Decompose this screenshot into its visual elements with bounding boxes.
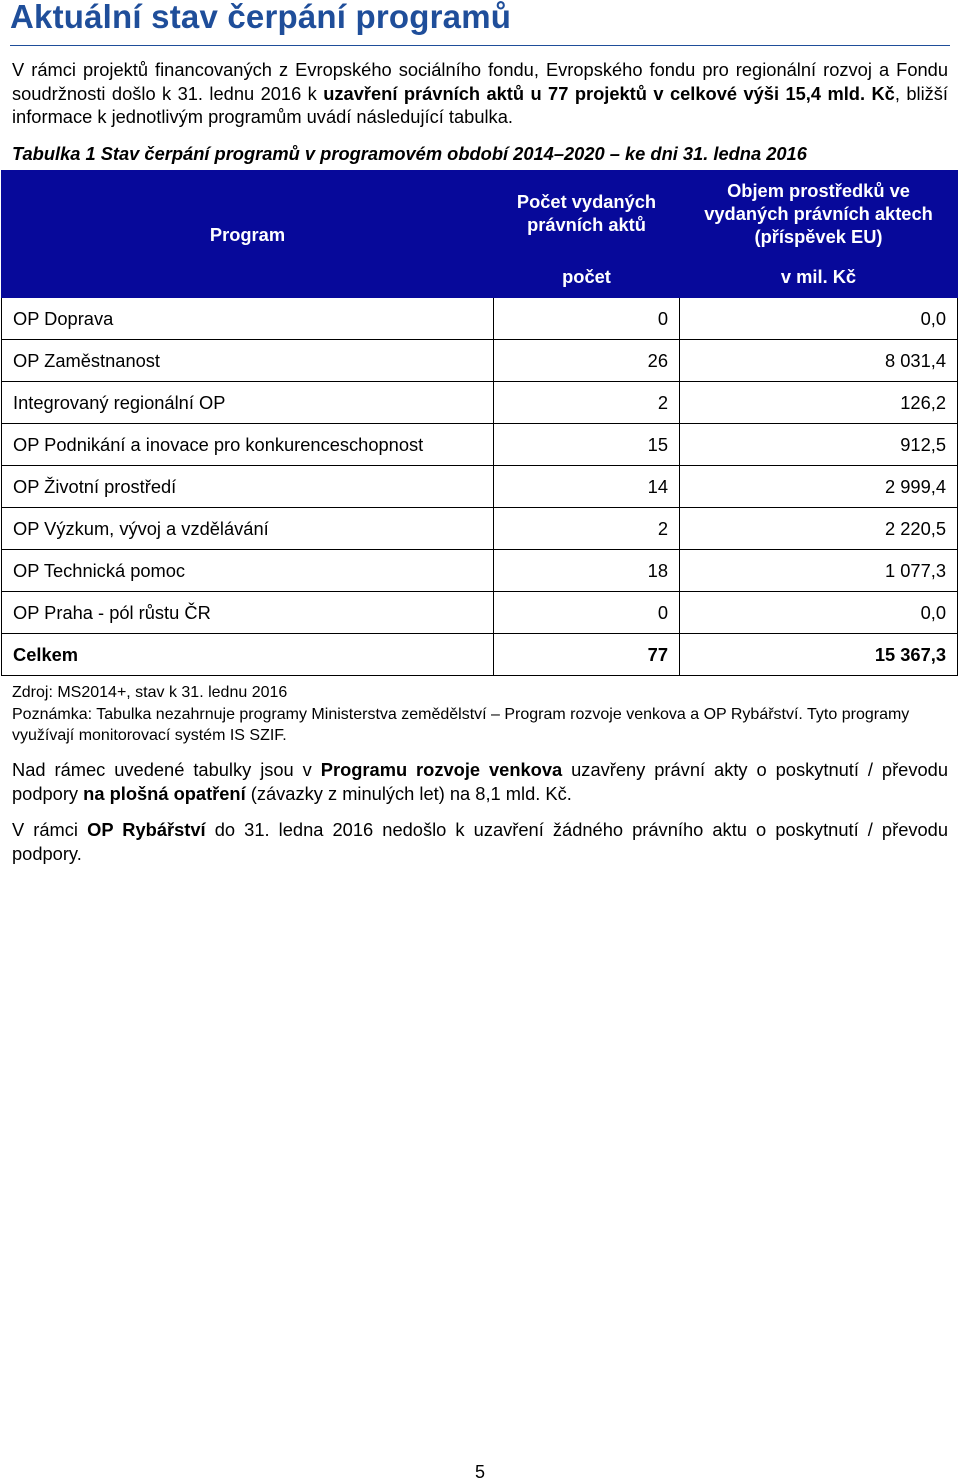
table-row <box>2 382 958 424</box>
rural-program-paragraph <box>12 758 948 805</box>
intro-text-2: , bližší informace k jednotlivým programům uvádí následující tabulka. <box>12 82 948 127</box>
table-row <box>2 592 958 634</box>
table-row <box>2 508 958 550</box>
para3-text-1: V rámci <box>12 819 88 840</box>
table-row <box>2 340 958 382</box>
page-title: Aktuální stav čerpání programů <box>10 0 512 35</box>
header-volume: Objem prostředků ve vydaných právních aktech (příspěvek EU) <box>680 171 958 256</box>
cell-count: 2 <box>494 508 680 550</box>
table-row <box>2 298 958 340</box>
cell-volume: 2 220,5 <box>680 508 958 550</box>
title-underline <box>10 45 950 46</box>
header-count-unit: počet <box>494 256 680 298</box>
table-caption: Tabulka 1 Stav čerpání programů v programovém období 2014–2020 – ke dni 31. ledna 2016 <box>12 143 807 164</box>
table-remark: Poznámka: Tabulka nezahrnuje programy Ministerstva zemědělství – Program rozvoje venkova a OP Rybářství. Tyto programy využívají monitorovací systém IS SZIF. <box>12 706 910 744</box>
cell-program: OP Životní prostředí <box>2 466 494 508</box>
intro-paragraph <box>12 58 948 129</box>
cell-count: 15 <box>494 424 680 466</box>
cell-total-label: Celkem <box>2 634 494 676</box>
cell-count: 14 <box>494 466 680 508</box>
cell-volume: 0,0 <box>680 592 958 634</box>
fisheries-paragraph <box>12 818 948 865</box>
para2-text-2: uzavřeny právní akty o poskytnutí / převodu podpory <box>12 759 948 804</box>
table-source: Zdroj: MS2014+, stav k 31. lednu 2016 <box>12 684 288 701</box>
para2-text-1: Nad rámec uvedené tabulky jsou v <box>12 759 321 780</box>
para3-bold-1: OP Rybářství <box>87 819 206 840</box>
table-row <box>2 424 958 466</box>
cell-volume: 0,0 <box>680 298 958 340</box>
cell-count: 26 <box>494 340 680 382</box>
cell-count: 2 <box>494 382 680 424</box>
cell-volume: 1 077,3 <box>680 550 958 592</box>
cell-count: 0 <box>494 298 680 340</box>
page-number: 5 <box>474 1462 485 1482</box>
para3-text-2: do 31. ledna 2016 nedošlo k uzavření žádného právního aktu o poskytnutí / převodu podpory. <box>12 819 948 864</box>
cell-program: OP Podnikání a inovace pro konkurenceschopnost <box>2 424 494 466</box>
cell-volume: 126,2 <box>680 382 958 424</box>
cell-program: OP Doprava <box>2 298 494 340</box>
table-row <box>2 550 958 592</box>
intro-bold-1: uzavření právních aktů u 77 projektů v celkové výši 15,4 mld. Kč <box>323 82 895 104</box>
cell-program: OP Praha - pól růstu ČR <box>2 592 494 634</box>
table-total-row <box>2 634 958 676</box>
para2-text-3: (závazky z minulých let) na 8,1 mld. Kč. <box>245 782 572 804</box>
cell-volume: 2 999,4 <box>680 466 958 508</box>
program-table <box>1 170 958 676</box>
cell-count: 18 <box>494 550 680 592</box>
para2-bold-1: Programu rozvoje venkova <box>320 759 563 780</box>
cell-count: 0 <box>494 592 680 634</box>
cell-program: OP Výzkum, vývoj a vzdělávání <box>2 508 494 550</box>
cell-total-count: 77 <box>494 634 680 676</box>
header-count: Počet vydaných právních aktů <box>494 171 680 256</box>
header-volume-unit: v mil. Kč <box>680 256 958 298</box>
cell-program: OP Technická pomoc <box>2 550 494 592</box>
cell-volume: 8 031,4 <box>680 340 958 382</box>
table-row <box>2 466 958 508</box>
cell-volume: 912,5 <box>680 424 958 466</box>
cell-program: OP Zaměstnanost <box>2 340 494 382</box>
cell-total-volume: 15 367,3 <box>680 634 958 676</box>
cell-program: Integrovaný regionální OP <box>2 382 494 424</box>
header-program: Program <box>2 171 494 298</box>
para2-bold-2: na plošná opatření <box>83 782 246 804</box>
intro-text-1: V rámci projektů financovaných z Evropského sociálního fondu, Evropského fondu pro regionální rozvoj a Fondu soudržnosti došlo k 31. lednu 2016 k <box>12 59 948 104</box>
